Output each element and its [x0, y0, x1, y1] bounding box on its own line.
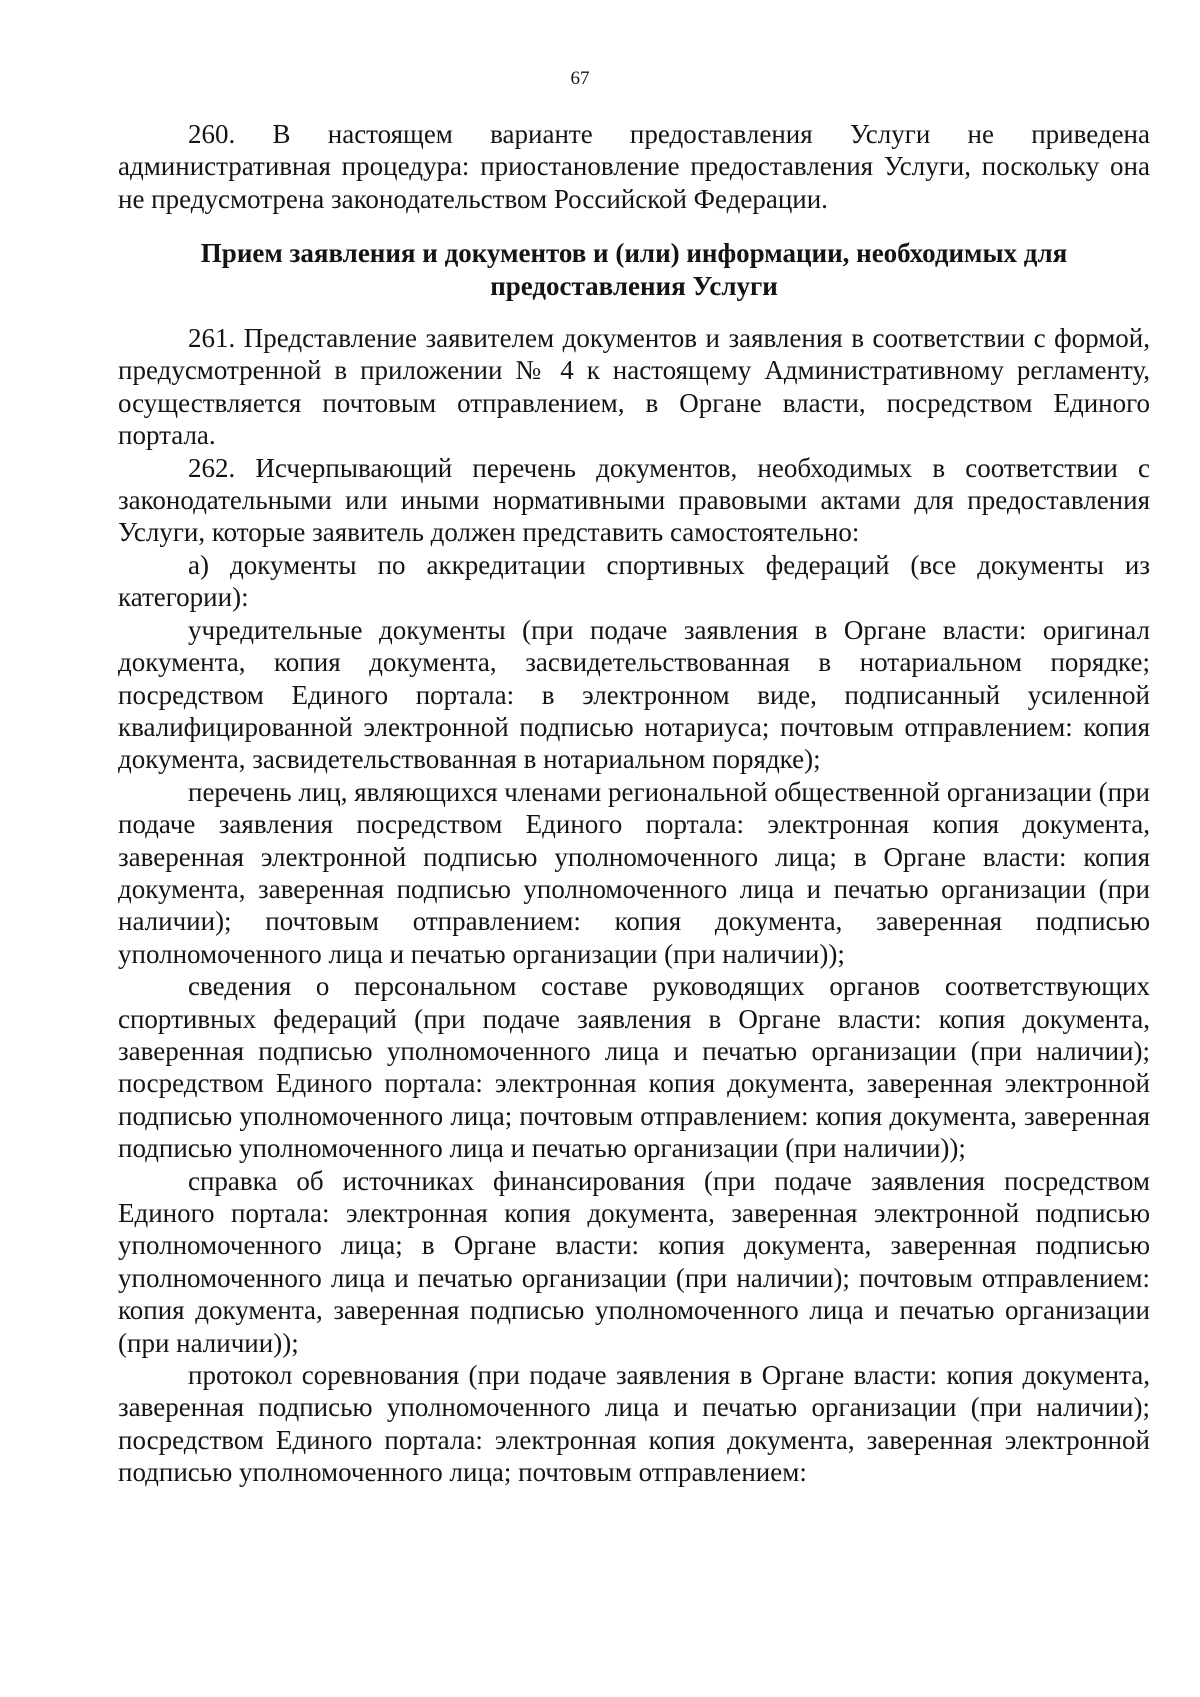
- section-heading: Прием заявления и документов и (или) информации, необходимых для предоставления Услуги: [200, 238, 1068, 301]
- paragraph-260: 260. В настоящем варианте предоставления Услуги не приведена административная процедура: приостановление предоставления Услуги, поскольку она не предусмотрена законодательством Российской Федерации.: [118, 119, 1150, 214]
- paragraph-261: 261. Представление заявителем документов и заявления в соответствии с формой, предусмотренной в приложении № 4 к настоящему Административному регламенту, осуществляется почтовым отправлением, в Органе власти, посредством Единого портала.: [118, 323, 1150, 451]
- paragraph-members-list: перечень лиц, являющихся членами региональной общественной организации (при подаче заявления посредством Единого портала: электронная копия документа, заверенная электронной подписью уполномоченного лица; в Органе власти: копия документа, заверенная подписью уполномоченного лица и печатью организации (при наличии); почтовым отправлением: копия документа, заверенная подписью уполномоченного лица и печатью организации (при наличии));: [118, 776, 1150, 969]
- paragraph-founding-documents: учредительные документы (при подаче заявления в Органе власти: оригинал документа, копия документа, засвидетельствованная в нотариальном порядке; посредством Единого портала: в электронном виде, подписанный усиленной квалифицированной электронной подписью нотариуса; почтовым отправлением: копия документа, засвидетельствованная в нотариальном порядке);: [118, 614, 1150, 775]
- paragraph-governing-bodies: сведения о персональном составе руководящих органов соответствующих спортивных федераций (при подаче заявления в Органе власти: копия документа, заверенная подписью уполномоченного лица и печатью организации (при наличии); посредством Единого портала: электронная копия документа, заверенная электронной подписью уполномоченного лица; почтовым отправлением: копия документа, заверенная подписью уполномоченного лица и печатью организации (при наличии));: [118, 971, 1150, 1164]
- paragraph-competition-protocol: протокол соревнования (при подаче заявления в Органе власти: копия документа, заверенная подписью уполномоченного лица и печатью организации (при наличии); посредством Единого портала: электронная копия документа, заверенная электронной подписью уполномоченного лица; почтовым отправлением:: [118, 1360, 1150, 1488]
- document-body: [118, 118, 1150, 1489]
- paragraph-262: 262. Исчерпывающий перечень документов, необходимых в соответствии с законодательными или иными нормативными правовыми актами для предоставления Услуги, которые заявитель должен представить самостоятельно:: [118, 452, 1150, 548]
- page-number: 67: [570, 68, 590, 89]
- paragraph-a: а) документы по аккредитации спортивных федераций (все документы из категории):: [118, 549, 1150, 613]
- paragraph-funding-sources: справка об источниках финансирования (при подаче заявления посредством Единого портала: электронная копия документа, заверенная электронной подписью уполномоченного лица; в Органе власти: копия документа, заверенная подписью уполномоченного лица и печатью организации (при наличии); почтовым отправлением: копия документа, заверенная подписью уполномоченного лица и печатью организации (при наличии));: [118, 1165, 1150, 1358]
